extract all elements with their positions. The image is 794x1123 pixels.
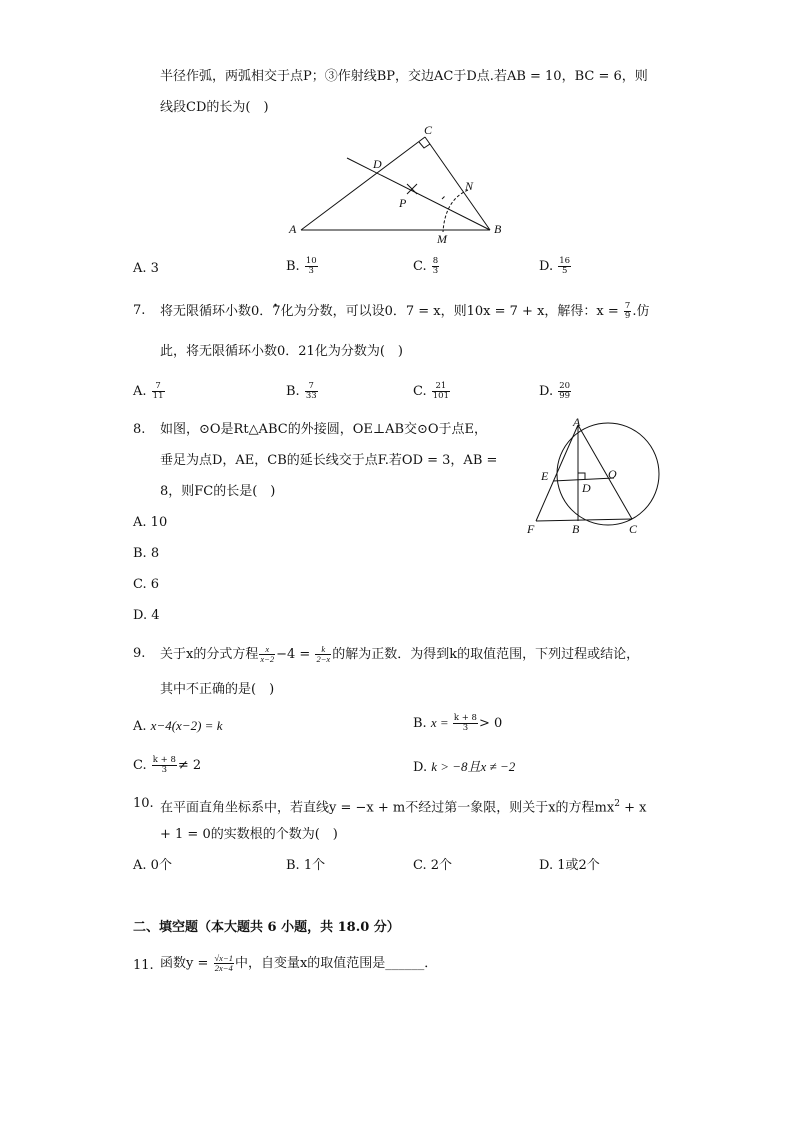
q9-number: 9. [133, 646, 146, 661]
label-P: P [399, 196, 407, 210]
q6-line2: 线段CD的长为( ) [160, 100, 269, 115]
q8-line1: 如图，⊙O是Rt△ABC的外接圆，OE⊥AB交⊙O于点E， [160, 422, 488, 437]
q8-circle-figure [520, 413, 670, 538]
label-C: C [424, 123, 433, 137]
q7-line2: 此，将无限循环小数0．21化为分数为( ) [160, 344, 403, 359]
q7-option-d[interactable]: D. $\frac{20}{99}$ [539, 381, 571, 401]
q7-number: 7. [133, 303, 146, 318]
label-C: C [629, 522, 638, 536]
section-heading: 二、填空题（本大题共 6 小题，共 18.0 分） [133, 920, 400, 935]
q10-option-d[interactable]: D. 1或2个 [539, 858, 600, 873]
q7-option-b[interactable]: B. $\frac{7}{33}$ [286, 381, 317, 401]
q9-option-d[interactable]: D. k > −8且x ≠ −2 [413, 759, 516, 775]
label-F: F [527, 522, 535, 536]
q8-option-d[interactable]: D. 4 [133, 608, 160, 623]
q8-option-c[interactable]: C. 6 [133, 577, 160, 592]
q6-option-a[interactable]: A. 3 [133, 261, 159, 276]
label-B: B [572, 522, 580, 536]
q10-number: 10. [133, 796, 154, 811]
q6-option-d[interactable]: D. $\frac{16}{5}$ [539, 256, 571, 276]
label-M: M [437, 232, 447, 246]
label-A: A [289, 222, 297, 236]
label-D: D [373, 157, 382, 171]
q11-number: 11. [133, 958, 154, 973]
q6-option-b[interactable]: B. $\frac{10}{3}$ [286, 256, 317, 276]
q8-line3: 8，则FC的长是( ) [160, 484, 276, 499]
label-D: D [582, 481, 591, 495]
q10-option-a[interactable]: A. 0个 [133, 858, 172, 873]
q9-option-c[interactable]: C. $\frac{k + 8}{3}$ ≠ 2 [133, 755, 202, 775]
q8-option-b[interactable]: B. 8 [133, 546, 160, 561]
label-B: B [494, 222, 502, 236]
q6-line1: 半径作弧，两弧相交于点P；③作射线BP，交边AC于D点.若AB = 10，BC = 6，则 [160, 69, 648, 84]
label-N: N [465, 179, 474, 193]
label-E: E [541, 469, 549, 483]
q7-option-c[interactable]: C. $\frac{21}{101}$ [413, 381, 449, 401]
q7-line1: 将无限循环小数0．7化为分数，可以设0．7 = x，则10x = 7 + x，解得：x = $\frac{7}{9}$ .仿 [160, 301, 650, 321]
q6-option-c[interactable]: C. $\frac{8}{3}$ [413, 256, 439, 276]
q11-line: 函数y = $\frac{√x-1}{2x-4}$ 中，自变量x的取值范围是______． [160, 953, 438, 973]
q7-option-a[interactable]: A. $\frac{7}{11}$ [133, 381, 164, 401]
label-O: O [608, 467, 617, 481]
label-A: A [573, 415, 581, 429]
q10-option-b[interactable]: B. 1个 [286, 858, 326, 873]
q6-triangle-figure [285, 120, 515, 250]
q9-line2: 其中不正确的是( ) [160, 682, 275, 697]
q9-option-a[interactable]: A. x−4(x−2) = k [133, 718, 223, 734]
q9-line1: 关于x的分式方程 $\frac{x}{x-2}$ −4 = $\frac{k}{2-x}$ 的解为正数．为得到k的取值范围，下列过程或结论， [160, 644, 640, 664]
q10-line2: + 1 = 0的实数根的个数为( ) [160, 827, 338, 842]
q10-option-c[interactable]: C. 2个 [413, 858, 453, 873]
q8-number: 8. [133, 422, 146, 437]
q10-line1: 在平面直角坐标系中，若直线y = −x + m不经过第一象限，则关于x的方程$mx^2 + x$ [160, 799, 647, 816]
q9-option-b[interactable]: B. x = $\frac{k + 8}{3}$ > 0 [413, 713, 503, 733]
q8-option-a[interactable]: A. 10 [133, 515, 168, 530]
q8-line2: 垂足为点D，AE，CB的延长线交于点F.若OD = 3，AB = [160, 453, 498, 468]
